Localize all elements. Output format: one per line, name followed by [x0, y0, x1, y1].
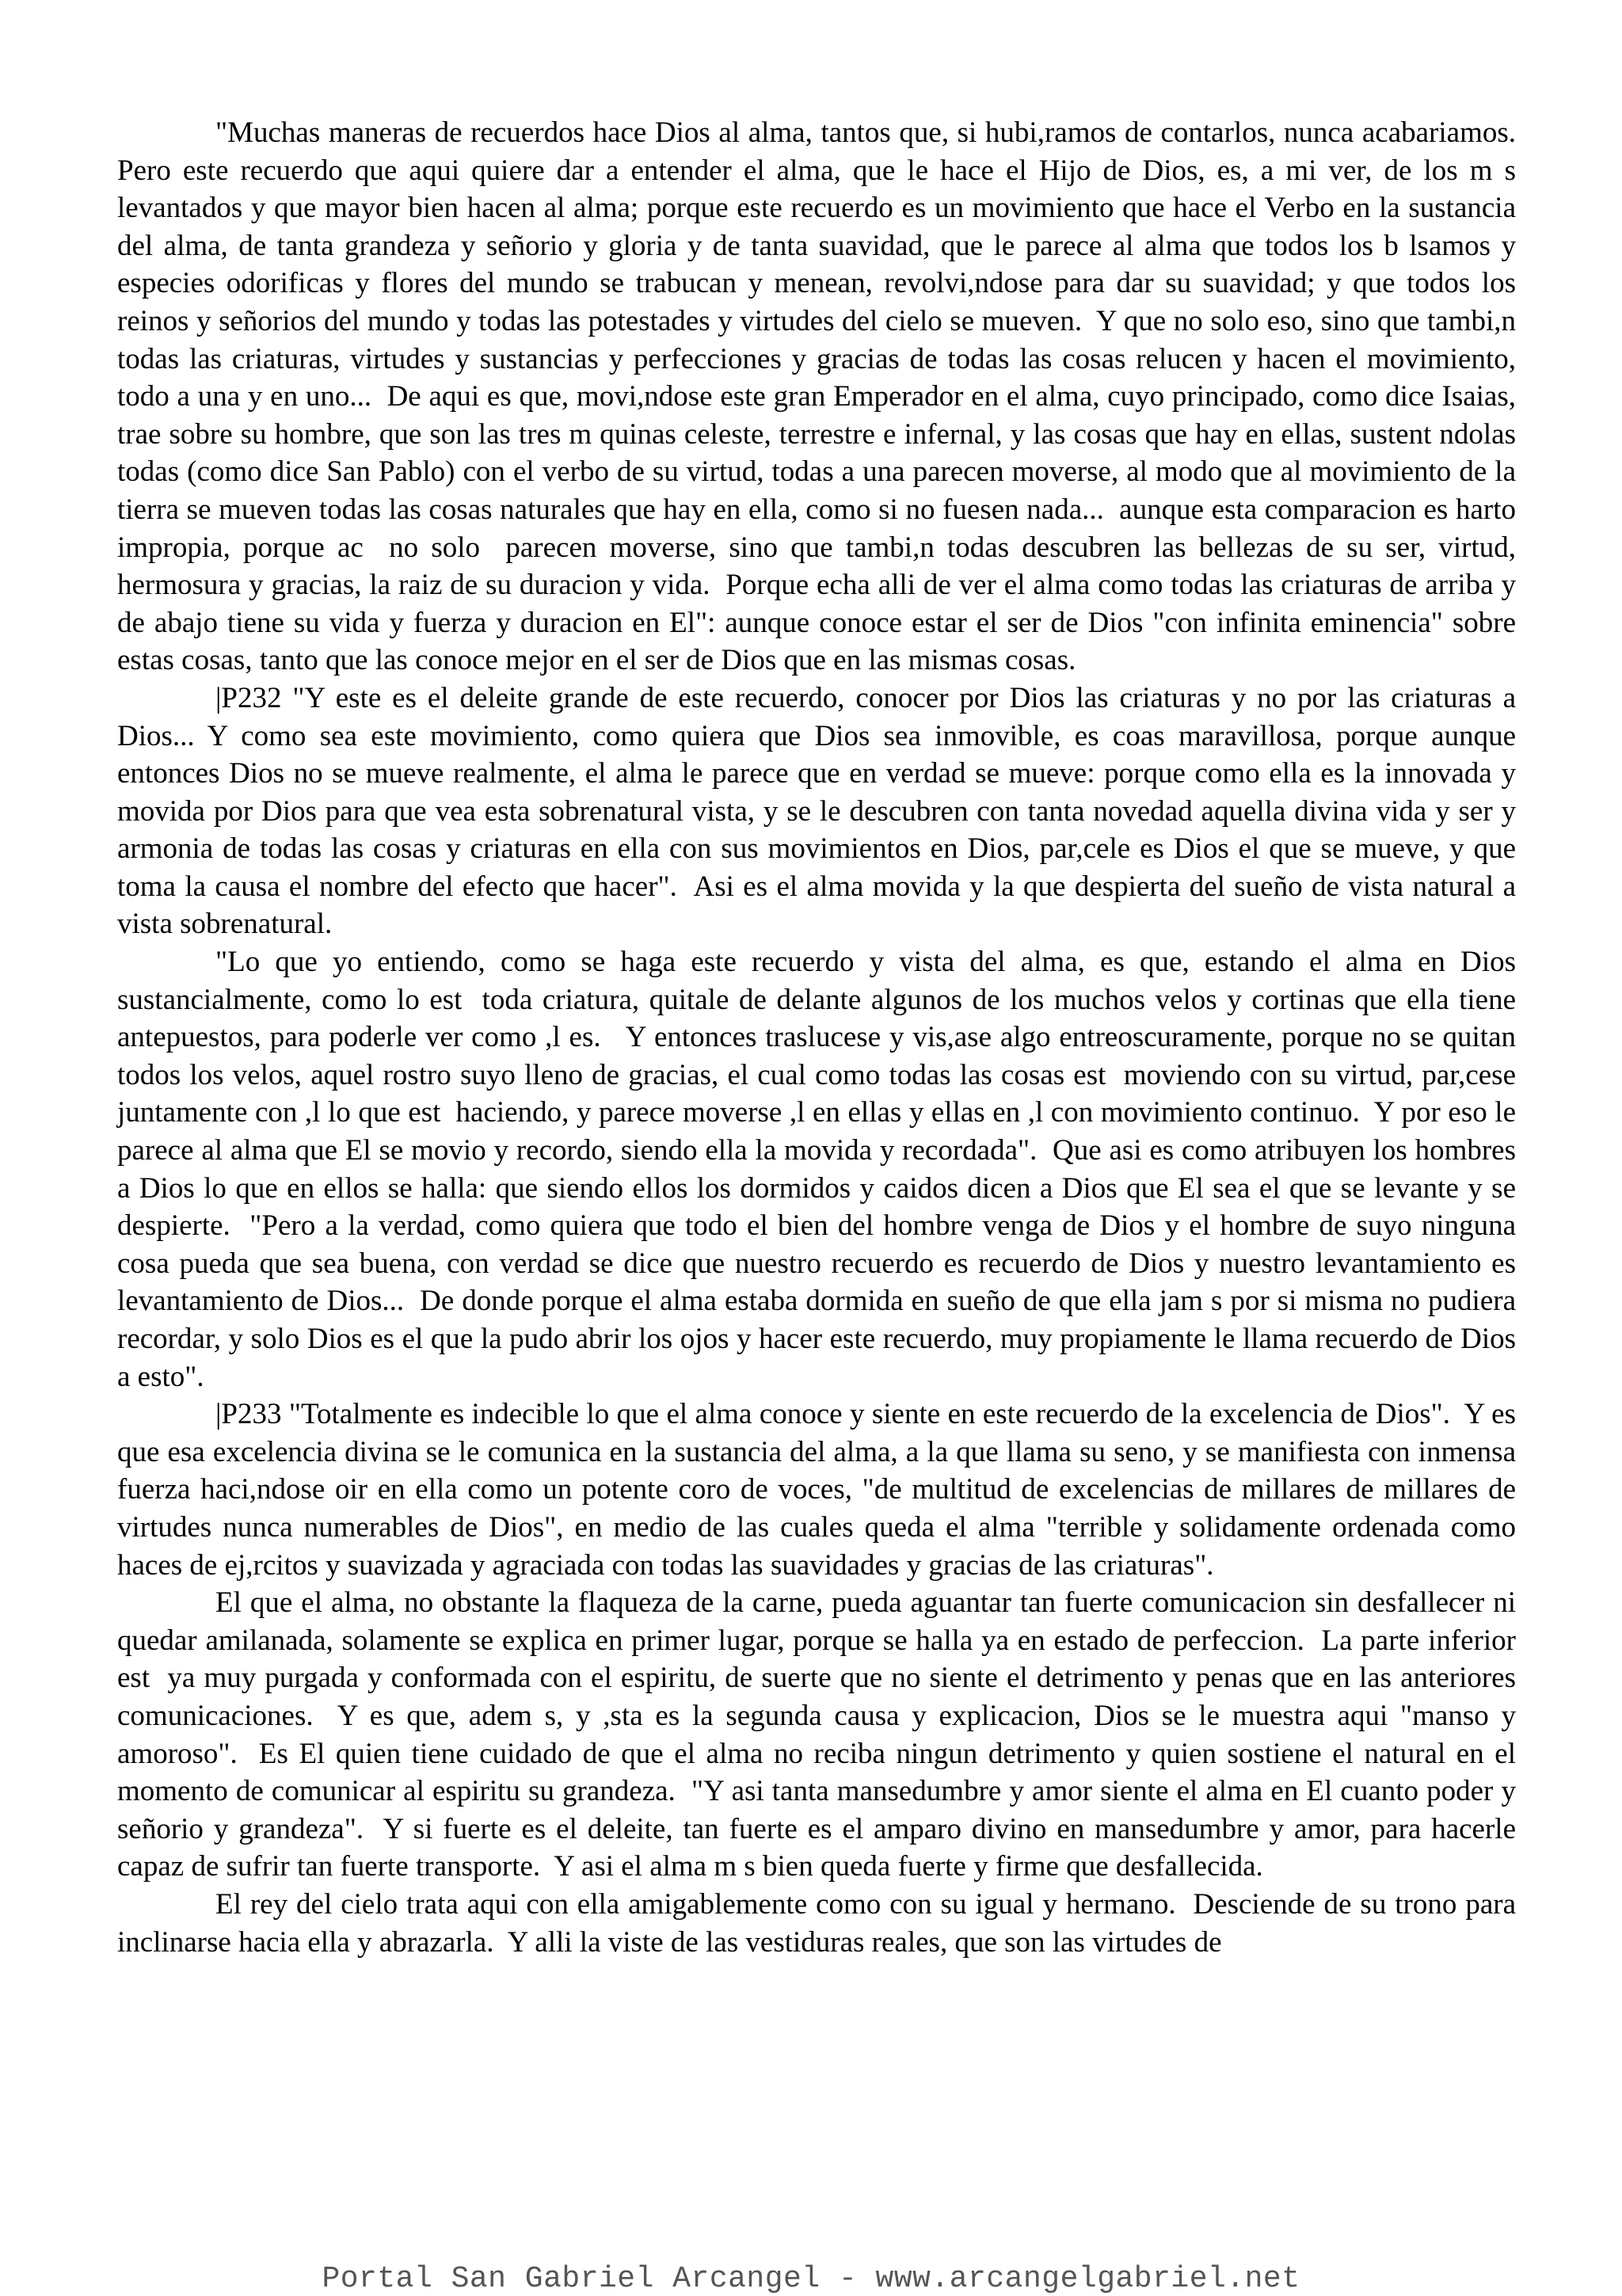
document-body: [117, 114, 1531, 1961]
page-footer: Portal San Gabriel Arcangel - www.arcangelgabriel.net: [322, 2262, 1300, 2296]
paragraph-6: El rey del cielo trata aqui con ella amigablemente como con su igual y hermano. Desciende de su trono para inclinarse hacia ella y abrazarla. Y alli la viste de las vestiduras reales, que son las virtudes de: [117, 1887, 1524, 1959]
paragraph-2: |P232 "Y este es el deleite grande de este recuerdo, conocer por Dios las criaturas y no por las criaturas a Dios... Y como sea este movimiento, como quiera que Dios sea inmovible, es coas maravillosa, porque aunque entonces Dios no se mueve realmente, el alma le parece que en verdad se mueve: porque como ella es la innovada y movida por Dios para que vea esta sobrenatural vista, y se le descubren con tanta novedad aquella divina vida y ser y armonia de todas las cosas y criaturas en ella con sus movimientos en Dios, par,cele es Dios el que se mueve, y que toma la causa el nombre del efecto que hacer". Asi es el alma movida y la que despierta del sueño de vista natural a vista sobrenatural.: [117, 681, 1524, 941]
paragraph-4: |P233 "Totalmente es indecible lo que el alma conoce y siente en este recuerdo de la excelencia de Dios". Y es que esa excelencia divina se le comunica en la sustancia del alma, a la que llama su seno, y se manifiesta con inmensa fuerza haci,ndose oir en ella como un potente coro de voces, "de multitud de excelencias de millares de millares de virtudes nunca numerables de Dios", en medio de las cuales queda el alma "terrible y solidamente ordenada como haces de ej,rcitos y suavizada y agraciada con todas las suavidades y gracias de las criaturas".: [117, 1398, 1524, 1582]
paragraph-5: El que el alma, no obstante la flaqueza de la carne, pueda aguantar tan fuerte comunicacion sin desfallecer ni quedar amilanada, solamente se explica en primer lugar, porque se halla ya en estado de perfeccion. La parte inferior est ya muy purgada y conformada con el espiritu, de suerte que no siente el detrimento y penas que en las anteriores comunicaciones. Y es que, adem s, y ,sta es la segunda causa y explicacion, Dios se le muestra aqui "manso y amoroso". Es El quien tiene cuidado de que el alma no reciba ningun detrimento y quien sostiene el natural en el momento de comunicar al espiritu su grandeza. "Y asi tanta mansedumbre y amor siente el alma en El cuanto poder y señorio y grandeza". Y si fuerte es el deleite, tan fuerte es el amparo divino en mansedumbre y amor, para hacerle capaz de sufrir tan fuerte transporte. Y asi el alma m s bien queda fuerte y firme que desfallecida.: [117, 1586, 1524, 1883]
paragraph-3: "Lo que yo entiendo, como se haga este recuerdo y vista del alma, es que, estando el alma en Dios sustancialmente, como lo est toda criatura, quitale de delante algunos de los muchos velos y cortinas que ella tiene antepuestos, para poderle ver como ,l es. Y entonces traslucese y vis,ase algo entreoscuramente, porque no se quitan todos los velos, aquel rostro suyo lleno de gracias, el cual como todas las cosas est moviendo con su virtud, par,cese juntamente con ,l lo que est haciendo, y parece moverse ,l en ellas y ellas en ,l con movimiento continuo. Y por eso le parece al alma que El se movio y recordo, siendo ella la movida y recordada". Que asi es como atribuyen los hombres a Dios lo que en ellos se halla: que siendo ellos los dormidos y caidos dicen a Dios que El sea el que se levante y se despierte. "Pero a la verdad, como quiera que todo el bien del hombre venga de Dios y el hombre de suyo ninguna cosa pueda que sea buena, con verdad se dice que nuestro recuerdo es recuerdo de Dios y nuestro levantamiento es levantamiento de Dios... De donde porque el alma estaba dormida en sueño de que ella jam s por si misma no pudiera recordar, y solo Dios es el que la pudo abrir los ojos y hacer este recuerdo, muy propiamente le llama recuerdo de Dios a esto".: [117, 946, 1524, 1393]
paragraph-1: "Muchas maneras de recuerdos hace Dios al alma, tantos que, si hubi,ramos de contarlos, nunca acabariamos. Pero este recuerdo que aqui quiere dar a entender el alma, que le hace el Hijo de Dios, es, a mi ver, de los m s levantados y que mayor bien hacen al alma; porque este recuerdo es un movimiento que hace el Verbo en la sustancia del alma, de tanta grandeza y señorio y gloria y de tanta suavidad, que le parece al alma que todos los b lsamos y especies odorificas y flores del mundo se trabucan y menean, revolvi,ndose para dar su suavidad; y que todos los reinos y señorios del mundo y todas las potestades y virtudes del cielo se mueven. Y que no solo eso, sino que tambi,n todas las criaturas, virtudes y sustancias y perfecciones y gracias de todas las cosas relucen y hacen el movimiento, todo a una y en uno... De aqui es que, movi,ndose este gran Emperador en el alma, cuyo principado, como dice Isaias, trae sobre su hombre, que son las tres m quinas celeste, terrestre e infernal, y las cosas que hay en ellas, sustent ndolas todas (como dice San Pablo) con el verbo de su virtud, todas a una parecen moverse, al modo que al movimiento de la tierra se mueven todas las cosas naturales que hay en ella, como si no fuesen nada... aunque esta comparacion es harto impropia, porque ac no solo parecen moverse, sino que tambi,n todas descubren las bellezas de su ser, virtud, hermosura y gracias, la raiz de su duracion y vida. Porque echa alli de ver el alma como todas las criaturas de arriba y de abajo tiene su vida y fuerza y duracion en El": aunque conoce estar el ser de Dios "con infinita eminencia" sobre estas cosas, tanto que las conoce mejor en el ser de Dios que en las mismas cosas.: [117, 116, 1531, 677]
